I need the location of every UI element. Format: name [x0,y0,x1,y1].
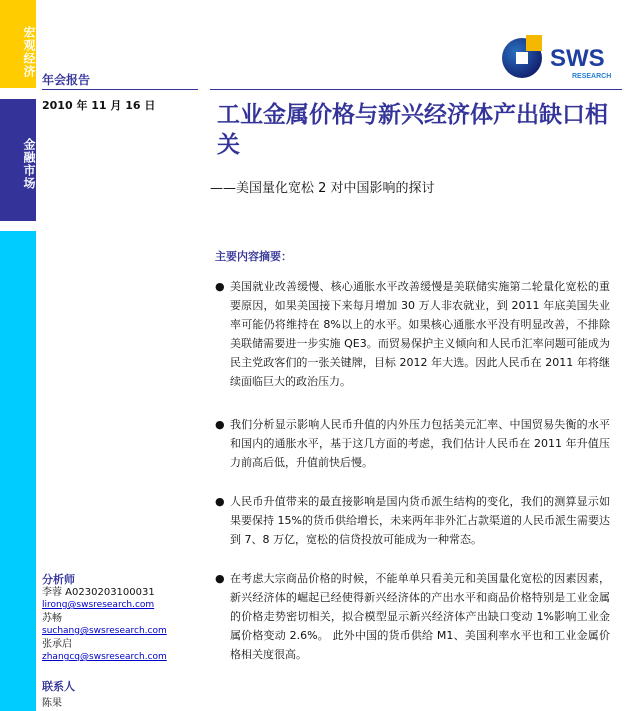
logo-subtext: RESEARCH [572,73,612,80]
contact-name: 陈果 [42,698,62,709]
right-divider [210,89,622,90]
summary-heading: 主要内容摘要： [215,250,292,263]
sidebar-accent [0,231,36,711]
sidebar-tab-finance [0,99,36,221]
summary-bullet: ● 美国就业改善缓慢、核心通胀水平改善缓慢是美联储实施第二轮量化宽松的重要原因，如果美国接下来每月增加 30 万人非农就业，到 2011 年底美国失业率可能仍将维持在 8%以上的水平。如果核心通胀水平没有明显改善，不排除美联储需要进一步实施 QE3。而贸易保护主义倾向和人民币汇率问题可能成为民主党政客们的一张关键牌，目标 2012 年大选。因此人民币在 2011 年将继续面临巨大的政治压力。 [215,277,610,391]
report-type: 年会报告 [42,73,91,87]
logo-text: SWS [550,45,605,72]
analyst-heading: 分析师 [42,573,75,586]
summary-bullet: ● 在考虑大宗商品价格的时候，不能单单只看美元和美国量化宽松的因素因素，新兴经济体的崛起已经使得新兴经济体的产出水平和商品价格特别是工业金属的价格走势密切相关，拟合模型显示新兴经济体产出缺口变动 1%影响工业金属价格变动 2.6%。 此外中国的货币供给 M1、美国利率水平也和工业金属价格相关度很高。 [215,569,610,664]
bullet-icon: ● [215,280,225,293]
analyst-email[interactable]: suchang@swsresearch.com [42,626,167,636]
contact-block [42,680,75,710]
bullet-icon: ● [215,495,225,508]
bullet-icon: ● [215,572,225,585]
analyst-block [42,573,167,664]
report-date: 2010 年 11 月 16 日 [42,99,156,112]
left-divider [42,89,198,90]
analyst-name: 张承启 [42,639,72,650]
analyst-email[interactable]: lirong@swsresearch.com [42,600,155,610]
sidebar-tab-macro [0,0,36,88]
analyst-name: 苏畅 [42,613,62,624]
report-title: 工业金属价格与新兴经济体产出缺口相关 [217,102,608,158]
report-subtitle: ——美国量化宽松 2 对中国影响的探讨 [210,181,435,196]
analyst-email[interactable]: zhangcq@swsresearch.com [42,652,167,662]
summary-bullet: ● 人民币升值带来的最直接影响是国内货币派生结构的变化，我们的测算显示如果要保持 15%的货币供给增长，未来两年非外汇占款渠道的人民币派生需要达到 7、8 万亿，宽松的信贷投放可能成为一种常态。 [215,492,610,549]
analyst-name: 李蓉 A0230203100031 [42,587,155,598]
sws-logo [500,32,630,82]
contact-heading: 联系人 [42,680,75,693]
sidebar-label-finance: 金融市场 [22,138,36,190]
bullet-icon: ● [215,418,225,431]
sidebar-label-macro: 宏观经济 [22,26,36,78]
summary-bullet: ● 我们分析显示影响人民币升值的内外压力包括美元汇率、中国贸易失衡的水平和国内的通胀水平，基于这几方面的考虑，我们估计人民币在 2011 年升值压力前高后低，升值前快后慢。 [215,415,610,472]
